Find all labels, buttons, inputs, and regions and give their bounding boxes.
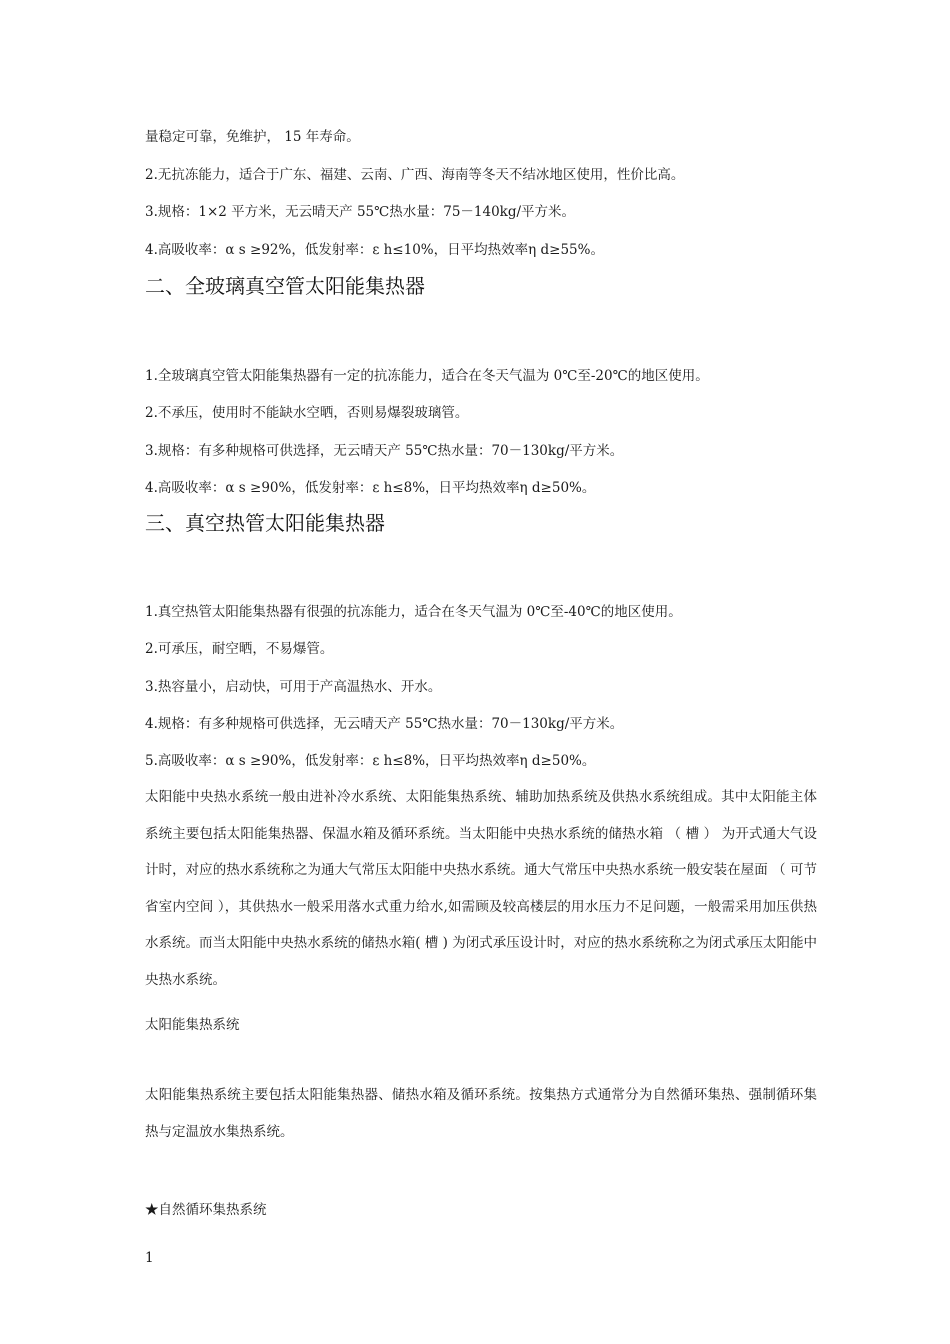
intro-line-1: 量稳定可靠，免维护， 15 年寿命。 [145, 129, 360, 145]
intro-line-2: 2.无抗冻能力，适合于广东、福建、云南、广西、海南等冬天不结冰地区使用，性价比高。 [145, 167, 685, 183]
body-paragraph-2: 太阳能集热系统主要包括太阳能集热器、储热水箱及循环系统。按集热方式通常分为自然循环集热、强制循环集热与定温放水集热系统。 [145, 1087, 817, 1140]
section-3-line-4: 4.规格：有多种规格可供选择，无云晴天产 55℃热水量：70－130kg/平方米。 [145, 716, 624, 732]
section-2-line-2: 2.不承压，使用时不能缺水空晒，否则易爆裂玻璃管。 [145, 405, 469, 421]
intro-line-4: 4.高吸收率：α s ≥92%，低发射率：ε h≤10%，日平均热效率η d≥55%。 [145, 242, 604, 258]
star-item-natural-circulation: ★自然循环集热系统 [145, 1202, 267, 1218]
section-2-line-4: 4.高吸收率：α s ≥90%，低发射率：ε h≤8%，日平均热效率η d≥50%。 [145, 480, 596, 496]
body-paragraph-1: 太阳能中央热水系统一般由进补冷水系统、太阳能集热系统、辅助加热系统及供热水系统组成。其中太阳能主体系统主要包括太阳能集热器、保温水箱及循环系统。当太阳能中央热水系统的储热水箱 （ 槽 ） 为开式通大气设计时，对应的热水系统称之为通大气常压太阳能中央热水系统。通大气常压中央热水系统一般安装在屋面 （ 可节省室内空间 ），其供热水一般采用落水式重力给水,如需顾及较高楼层的用水压力不足问题，一般需采用加压供热水系统。而当太阳能中央热水系统的储热水箱( 槽 ) 为闭式承压设计时，对应的热水系统称之为闭式承压太阳能中央热水系统。 [145, 789, 817, 988]
section-3-line-2: 2.可承压，耐空晒，不易爆管。 [145, 641, 334, 657]
section-3-line-5: 5.高吸收率：α s ≥90%，低发射率：ε h≤8%，日平均热效率η d≥50%。 [145, 753, 596, 769]
subheading-collector-system: 太阳能集热系统 [145, 1017, 240, 1033]
section-2-line-1: 1.全玻璃真空管太阳能集热器有一定的抗冻能力，适合在冬天气温为 0℃至-20℃的地区使用。 [145, 368, 709, 384]
section-3-heading: 三、真空热管太阳能集热器 [145, 511, 385, 535]
section-3-line-1: 1.真空热管太阳能集热器有很强的抗冻能力，适合在冬天气温为 0℃至-40℃的地区使用。 [145, 604, 682, 620]
section-2-line-3: 3.规格：有多种规格可供选择，无云晴天产 55℃热水量：70－130kg/平方米。 [145, 443, 624, 459]
intro-line-3: 3.规格：1×2 平方米，无云晴天产 55℃热水量：75－140kg/平方米。 [145, 204, 576, 220]
page-number: 1 [145, 1250, 154, 1266]
section-3-line-3: 3.热容量小，启动快，可用于产高温热水、开水。 [145, 679, 442, 695]
section-2-heading: 二、全玻璃真空管太阳能集热器 [145, 274, 425, 298]
